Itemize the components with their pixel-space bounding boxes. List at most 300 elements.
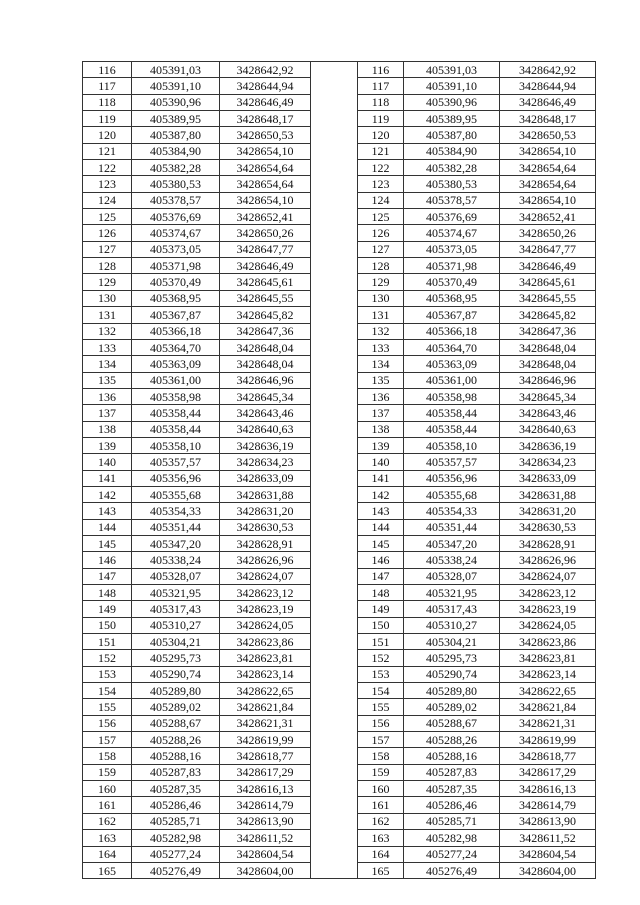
left-point-number-cell: 154	[83, 683, 132, 699]
left-y-coordinate-cell: 3428623,81	[220, 650, 311, 666]
right-point-number-cell: 130	[358, 290, 404, 306]
right-y-coordinate-cell: 3428654,64	[500, 176, 596, 192]
right-x-coordinate-cell: 405391,03	[404, 62, 500, 78]
right-point-number-cell: 134	[358, 356, 404, 372]
left-x-coordinate-cell: 405328,07	[132, 568, 220, 584]
left-y-coordinate-cell: 3428652,41	[220, 209, 311, 225]
table-row	[83, 601, 596, 617]
left-x-coordinate-cell: 405290,74	[132, 666, 220, 682]
left-y-coordinate-cell: 3428623,19	[220, 601, 311, 617]
right-y-coordinate-cell: 3428645,61	[500, 274, 596, 290]
right-point-number-cell: 139	[358, 437, 404, 453]
separator-column	[311, 470, 358, 486]
left-y-coordinate-cell: 3428624,05	[220, 617, 311, 633]
left-y-coordinate-cell: 3428646,49	[220, 258, 311, 274]
right-point-number-cell: 143	[358, 503, 404, 519]
left-point-number-cell: 135	[83, 372, 132, 388]
left-y-coordinate-cell: 3428642,92	[220, 62, 311, 78]
right-x-coordinate-cell: 405354,33	[404, 503, 500, 519]
right-x-coordinate-cell: 405290,74	[404, 666, 500, 682]
table-row	[83, 617, 596, 633]
right-point-number-cell: 127	[358, 241, 404, 257]
right-x-coordinate-cell: 405286,46	[404, 797, 500, 813]
left-x-coordinate-cell: 405367,87	[132, 307, 220, 323]
left-x-coordinate-cell: 405277,24	[132, 846, 220, 862]
right-y-coordinate-cell: 3428636,19	[500, 437, 596, 453]
left-x-coordinate-cell: 405321,95	[132, 585, 220, 601]
table-row	[83, 62, 596, 78]
right-point-number-cell: 157	[358, 732, 404, 748]
right-y-coordinate-cell: 3428647,77	[500, 241, 596, 257]
left-point-number-cell: 162	[83, 813, 132, 829]
separator-column	[311, 192, 358, 208]
left-x-coordinate-cell: 405371,98	[132, 258, 220, 274]
separator-column	[311, 601, 358, 617]
left-point-number-cell: 127	[83, 241, 132, 257]
left-point-number-cell: 120	[83, 127, 132, 143]
right-x-coordinate-cell: 405380,53	[404, 176, 500, 192]
right-x-coordinate-cell: 405338,24	[404, 552, 500, 568]
left-point-number-cell: 164	[83, 846, 132, 862]
left-y-coordinate-cell: 3428617,29	[220, 764, 311, 780]
left-point-number-cell: 130	[83, 290, 132, 306]
right-x-coordinate-cell: 405356,96	[404, 470, 500, 486]
right-y-coordinate-cell: 3428623,19	[500, 601, 596, 617]
right-point-number-cell: 132	[358, 323, 404, 339]
right-point-number-cell: 116	[358, 62, 404, 78]
right-y-coordinate-cell: 3428647,36	[500, 323, 596, 339]
table-row	[83, 503, 596, 519]
left-point-number-cell: 134	[83, 356, 132, 372]
right-point-number-cell: 128	[358, 258, 404, 274]
left-y-coordinate-cell: 3428626,96	[220, 552, 311, 568]
left-point-number-cell: 123	[83, 176, 132, 192]
separator-column	[311, 127, 358, 143]
right-point-number-cell: 138	[358, 421, 404, 437]
separator-column	[311, 62, 358, 78]
right-x-coordinate-cell: 405391,10	[404, 78, 500, 94]
left-x-coordinate-cell: 405351,44	[132, 519, 220, 535]
separator-column	[311, 160, 358, 176]
right-point-number-cell: 145	[358, 535, 404, 551]
left-x-coordinate-cell: 405355,68	[132, 486, 220, 502]
table-row	[83, 176, 596, 192]
left-point-number-cell: 160	[83, 781, 132, 797]
left-y-coordinate-cell: 3428654,64	[220, 176, 311, 192]
left-x-coordinate-cell: 405338,24	[132, 552, 220, 568]
left-y-coordinate-cell: 3428647,36	[220, 323, 311, 339]
table-row	[83, 535, 596, 551]
right-point-number-cell: 142	[358, 486, 404, 502]
left-y-coordinate-cell: 3428645,55	[220, 290, 311, 306]
left-x-coordinate-cell: 405390,96	[132, 94, 220, 110]
left-x-coordinate-cell: 405358,44	[132, 421, 220, 437]
right-y-coordinate-cell: 3428604,54	[500, 846, 596, 862]
right-x-coordinate-cell: 405384,90	[404, 143, 500, 159]
right-point-number-cell: 160	[358, 781, 404, 797]
right-x-coordinate-cell: 405285,71	[404, 813, 500, 829]
right-x-coordinate-cell: 405387,80	[404, 127, 500, 143]
separator-column	[311, 862, 358, 878]
table-row	[83, 339, 596, 355]
right-y-coordinate-cell: 3428622,65	[500, 683, 596, 699]
left-point-number-cell: 129	[83, 274, 132, 290]
separator-column	[311, 585, 358, 601]
right-y-coordinate-cell: 3428621,84	[500, 699, 596, 715]
left-y-coordinate-cell: 3428604,00	[220, 862, 311, 878]
left-point-number-cell: 146	[83, 552, 132, 568]
left-y-coordinate-cell: 3428634,23	[220, 454, 311, 470]
right-y-coordinate-cell: 3428618,77	[500, 748, 596, 764]
right-y-coordinate-cell: 3428646,96	[500, 372, 596, 388]
separator-column	[311, 176, 358, 192]
separator-column	[311, 307, 358, 323]
separator-column	[311, 830, 358, 846]
left-x-coordinate-cell: 405287,83	[132, 764, 220, 780]
table-row	[83, 127, 596, 143]
left-point-number-cell: 133	[83, 339, 132, 355]
table-row	[83, 666, 596, 682]
separator-column	[311, 421, 358, 437]
table-row	[83, 470, 596, 486]
left-x-coordinate-cell: 405376,69	[132, 209, 220, 225]
right-y-coordinate-cell: 3428648,17	[500, 111, 596, 127]
left-y-coordinate-cell: 3428616,13	[220, 781, 311, 797]
left-point-number-cell: 116	[83, 62, 132, 78]
table-row	[83, 683, 596, 699]
right-point-number-cell: 136	[358, 388, 404, 404]
table-row	[83, 307, 596, 323]
table-row	[83, 454, 596, 470]
table-row	[83, 830, 596, 846]
left-x-coordinate-cell: 405374,67	[132, 225, 220, 241]
right-x-coordinate-cell: 405390,96	[404, 94, 500, 110]
separator-column	[311, 797, 358, 813]
table-row	[83, 192, 596, 208]
separator-column	[311, 650, 358, 666]
left-y-coordinate-cell: 3428621,84	[220, 699, 311, 715]
left-x-coordinate-cell: 405361,00	[132, 372, 220, 388]
right-x-coordinate-cell: 405282,98	[404, 830, 500, 846]
right-point-number-cell: 165	[358, 862, 404, 878]
left-x-coordinate-cell: 405370,49	[132, 274, 220, 290]
left-x-coordinate-cell: 405366,18	[132, 323, 220, 339]
right-y-coordinate-cell: 3428631,88	[500, 486, 596, 502]
right-y-coordinate-cell: 3428623,12	[500, 585, 596, 601]
left-y-coordinate-cell: 3428619,99	[220, 732, 311, 748]
right-point-number-cell: 124	[358, 192, 404, 208]
left-y-coordinate-cell: 3428622,65	[220, 683, 311, 699]
table-row	[83, 372, 596, 388]
right-point-number-cell: 122	[358, 160, 404, 176]
right-y-coordinate-cell: 3428650,26	[500, 225, 596, 241]
separator-column	[311, 683, 358, 699]
right-y-coordinate-cell: 3428633,09	[500, 470, 596, 486]
left-y-coordinate-cell: 3428623,12	[220, 585, 311, 601]
left-point-number-cell: 124	[83, 192, 132, 208]
right-point-number-cell: 140	[358, 454, 404, 470]
table-row	[83, 862, 596, 878]
left-x-coordinate-cell: 405373,05	[132, 241, 220, 257]
left-y-coordinate-cell: 3428621,31	[220, 715, 311, 731]
right-x-coordinate-cell: 405310,27	[404, 617, 500, 633]
left-point-number-cell: 141	[83, 470, 132, 486]
separator-column	[311, 519, 358, 535]
separator-column	[311, 846, 358, 862]
right-y-coordinate-cell: 3428604,00	[500, 862, 596, 878]
left-point-number-cell: 136	[83, 388, 132, 404]
left-y-coordinate-cell: 3428648,04	[220, 356, 311, 372]
right-x-coordinate-cell: 405288,67	[404, 715, 500, 731]
left-point-number-cell: 159	[83, 764, 132, 780]
separator-column	[311, 552, 358, 568]
left-point-number-cell: 151	[83, 634, 132, 650]
separator-column	[311, 388, 358, 404]
right-x-coordinate-cell: 405363,09	[404, 356, 500, 372]
left-point-number-cell: 150	[83, 617, 132, 633]
right-x-coordinate-cell: 405358,44	[404, 405, 500, 421]
right-point-number-cell: 155	[358, 699, 404, 715]
right-y-coordinate-cell: 3428645,82	[500, 307, 596, 323]
left-x-coordinate-cell: 405391,03	[132, 62, 220, 78]
left-x-coordinate-cell: 405358,98	[132, 388, 220, 404]
table-row	[83, 274, 596, 290]
right-x-coordinate-cell: 405389,95	[404, 111, 500, 127]
left-point-number-cell: 157	[83, 732, 132, 748]
right-x-coordinate-cell: 405277,24	[404, 846, 500, 862]
left-y-coordinate-cell: 3428623,14	[220, 666, 311, 682]
left-point-number-cell: 158	[83, 748, 132, 764]
table-row	[83, 160, 596, 176]
right-x-coordinate-cell: 405368,95	[404, 290, 500, 306]
right-y-coordinate-cell: 3428630,53	[500, 519, 596, 535]
right-x-coordinate-cell: 405347,20	[404, 535, 500, 551]
right-x-coordinate-cell: 405355,68	[404, 486, 500, 502]
right-y-coordinate-cell: 3428624,07	[500, 568, 596, 584]
right-y-coordinate-cell: 3428623,81	[500, 650, 596, 666]
right-point-number-cell: 120	[358, 127, 404, 143]
table-row	[83, 781, 596, 797]
right-point-number-cell: 150	[358, 617, 404, 633]
separator-column	[311, 781, 358, 797]
table-row	[83, 585, 596, 601]
right-point-number-cell: 152	[358, 650, 404, 666]
left-point-number-cell: 147	[83, 568, 132, 584]
left-y-coordinate-cell: 3428614,79	[220, 797, 311, 813]
right-point-number-cell: 131	[358, 307, 404, 323]
left-x-coordinate-cell: 405354,33	[132, 503, 220, 519]
right-point-number-cell: 158	[358, 748, 404, 764]
table-row	[83, 209, 596, 225]
left-point-number-cell: 128	[83, 258, 132, 274]
left-point-number-cell: 125	[83, 209, 132, 225]
right-y-coordinate-cell: 3428645,34	[500, 388, 596, 404]
right-point-number-cell: 148	[358, 585, 404, 601]
left-y-coordinate-cell: 3428654,10	[220, 143, 311, 159]
right-x-coordinate-cell: 405376,69	[404, 209, 500, 225]
right-point-number-cell: 154	[358, 683, 404, 699]
right-point-number-cell: 126	[358, 225, 404, 241]
table-row	[83, 813, 596, 829]
right-point-number-cell: 133	[358, 339, 404, 355]
table-row	[83, 258, 596, 274]
right-y-coordinate-cell: 3428646,49	[500, 94, 596, 110]
right-point-number-cell: 119	[358, 111, 404, 127]
left-x-coordinate-cell: 405289,02	[132, 699, 220, 715]
separator-column	[311, 111, 358, 127]
left-y-coordinate-cell: 3428624,07	[220, 568, 311, 584]
left-x-coordinate-cell: 405358,44	[132, 405, 220, 421]
separator-column	[311, 764, 358, 780]
table-row	[83, 797, 596, 813]
separator-column	[311, 372, 358, 388]
left-point-number-cell: 165	[83, 862, 132, 878]
separator-column	[311, 535, 358, 551]
left-y-coordinate-cell: 3428650,53	[220, 127, 311, 143]
right-y-coordinate-cell: 3428623,14	[500, 666, 596, 682]
left-x-coordinate-cell: 405282,98	[132, 830, 220, 846]
right-y-coordinate-cell: 3428646,49	[500, 258, 596, 274]
separator-column	[311, 732, 358, 748]
left-y-coordinate-cell: 3428618,77	[220, 748, 311, 764]
separator-column	[311, 323, 358, 339]
right-x-coordinate-cell: 405317,43	[404, 601, 500, 617]
separator-column	[311, 666, 358, 682]
right-y-coordinate-cell: 3428634,23	[500, 454, 596, 470]
left-point-number-cell: 131	[83, 307, 132, 323]
separator-column	[311, 503, 358, 519]
right-y-coordinate-cell: 3428650,53	[500, 127, 596, 143]
left-x-coordinate-cell: 405378,57	[132, 192, 220, 208]
right-point-number-cell: 117	[358, 78, 404, 94]
left-y-coordinate-cell: 3428604,54	[220, 846, 311, 862]
left-x-coordinate-cell: 405288,26	[132, 732, 220, 748]
right-y-coordinate-cell: 3428617,29	[500, 764, 596, 780]
table-row	[83, 356, 596, 372]
left-x-coordinate-cell: 405288,16	[132, 748, 220, 764]
right-point-number-cell: 121	[358, 143, 404, 159]
right-point-number-cell: 153	[358, 666, 404, 682]
table-row	[83, 437, 596, 453]
table-row	[83, 846, 596, 862]
left-x-coordinate-cell: 405356,96	[132, 470, 220, 486]
left-point-number-cell: 155	[83, 699, 132, 715]
separator-column	[311, 454, 358, 470]
left-point-number-cell: 142	[83, 486, 132, 502]
left-y-coordinate-cell: 3428646,96	[220, 372, 311, 388]
left-point-number-cell: 138	[83, 421, 132, 437]
separator-column	[311, 209, 358, 225]
left-y-coordinate-cell: 3428631,20	[220, 503, 311, 519]
left-point-number-cell: 163	[83, 830, 132, 846]
left-point-number-cell: 122	[83, 160, 132, 176]
separator-column	[311, 486, 358, 502]
left-x-coordinate-cell: 405310,27	[132, 617, 220, 633]
table-row	[83, 634, 596, 650]
table-row	[83, 568, 596, 584]
left-x-coordinate-cell: 405380,53	[132, 176, 220, 192]
left-point-number-cell: 121	[83, 143, 132, 159]
separator-column	[311, 94, 358, 110]
left-x-coordinate-cell: 405363,09	[132, 356, 220, 372]
separator-column	[311, 715, 358, 731]
right-x-coordinate-cell: 405364,70	[404, 339, 500, 355]
left-x-coordinate-cell: 405347,20	[132, 535, 220, 551]
right-x-coordinate-cell: 405357,57	[404, 454, 500, 470]
table-row	[83, 143, 596, 159]
separator-column	[311, 634, 358, 650]
separator-column	[311, 78, 358, 94]
table-row	[83, 323, 596, 339]
right-point-number-cell: 159	[358, 764, 404, 780]
left-x-coordinate-cell: 405357,57	[132, 454, 220, 470]
separator-column	[311, 405, 358, 421]
left-y-coordinate-cell: 3428633,09	[220, 470, 311, 486]
right-point-number-cell: 161	[358, 797, 404, 813]
separator-column	[311, 274, 358, 290]
table-row	[83, 111, 596, 127]
left-y-coordinate-cell: 3428611,52	[220, 830, 311, 846]
left-point-number-cell: 140	[83, 454, 132, 470]
right-y-coordinate-cell: 3428631,20	[500, 503, 596, 519]
left-x-coordinate-cell: 405304,21	[132, 634, 220, 650]
right-point-number-cell: 149	[358, 601, 404, 617]
table-row	[83, 486, 596, 502]
separator-column	[311, 339, 358, 355]
separator-column	[311, 258, 358, 274]
right-x-coordinate-cell: 405373,05	[404, 241, 500, 257]
separator-column	[311, 356, 358, 372]
right-y-coordinate-cell: 3428614,79	[500, 797, 596, 813]
right-point-number-cell: 147	[358, 568, 404, 584]
right-x-coordinate-cell: 405351,44	[404, 519, 500, 535]
right-x-coordinate-cell: 405382,28	[404, 160, 500, 176]
right-y-coordinate-cell: 3428654,10	[500, 192, 596, 208]
left-x-coordinate-cell: 405288,67	[132, 715, 220, 731]
left-x-coordinate-cell: 405276,49	[132, 862, 220, 878]
right-point-number-cell: 144	[358, 519, 404, 535]
table-row	[83, 748, 596, 764]
left-y-coordinate-cell: 3428648,04	[220, 339, 311, 355]
separator-column	[311, 568, 358, 584]
left-point-number-cell: 119	[83, 111, 132, 127]
left-x-coordinate-cell: 405382,28	[132, 160, 220, 176]
table-row	[83, 552, 596, 568]
left-y-coordinate-cell: 3428645,82	[220, 307, 311, 323]
table-row	[83, 225, 596, 241]
table-row	[83, 421, 596, 437]
right-y-coordinate-cell: 3428645,55	[500, 290, 596, 306]
left-y-coordinate-cell: 3428646,49	[220, 94, 311, 110]
left-y-coordinate-cell: 3428613,90	[220, 813, 311, 829]
left-point-number-cell: 118	[83, 94, 132, 110]
separator-column	[311, 748, 358, 764]
left-x-coordinate-cell: 405368,95	[132, 290, 220, 306]
left-x-coordinate-cell: 405387,80	[132, 127, 220, 143]
right-x-coordinate-cell: 405370,49	[404, 274, 500, 290]
right-x-coordinate-cell: 405366,18	[404, 323, 500, 339]
separator-column	[311, 241, 358, 257]
right-x-coordinate-cell: 405378,57	[404, 192, 500, 208]
left-y-coordinate-cell: 3428630,53	[220, 519, 311, 535]
left-x-coordinate-cell: 405389,95	[132, 111, 220, 127]
table-row	[83, 519, 596, 535]
right-x-coordinate-cell: 405328,07	[404, 568, 500, 584]
right-point-number-cell: 123	[358, 176, 404, 192]
right-point-number-cell: 135	[358, 372, 404, 388]
right-point-number-cell: 156	[358, 715, 404, 731]
left-point-number-cell: 137	[83, 405, 132, 421]
